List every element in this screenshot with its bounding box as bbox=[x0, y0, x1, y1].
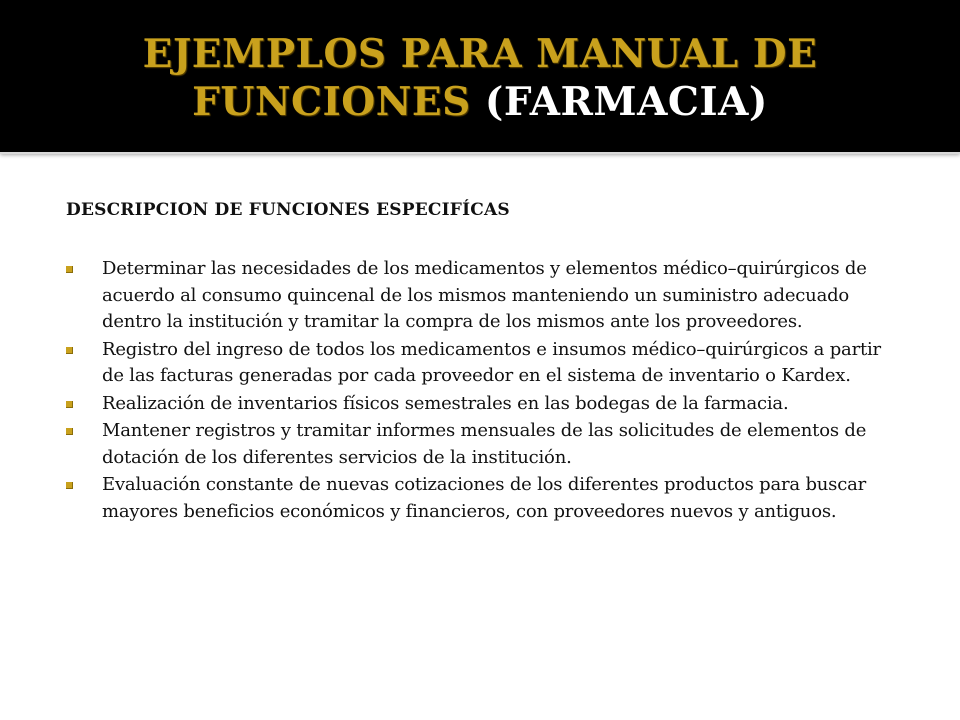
section-heading: DESCRIPCION DE FUNCIONES ESPECIFÍCAS bbox=[66, 200, 510, 220]
title-main: EJEMPLOS PARA MANUAL DE FUNCIONES bbox=[142, 31, 818, 125]
list-item-text: Realización de inventarios físicos semestrales en las bodegas de la farmacia. bbox=[102, 392, 789, 414]
slide-title bbox=[0, 30, 960, 126]
square-bullet-icon bbox=[66, 401, 73, 408]
list-item bbox=[66, 337, 906, 390]
square-bullet-icon bbox=[66, 347, 73, 354]
list-item bbox=[66, 256, 906, 336]
square-bullet-icon bbox=[66, 482, 73, 489]
list-item-text: Mantener registros y tramitar informes mensuales de las solicitudes de elementos de dotación de los diferentes servicios de la institución. bbox=[102, 420, 867, 468]
square-bullet-icon bbox=[66, 266, 73, 273]
list-item bbox=[66, 472, 906, 525]
list-item-text: Registro del ingreso de todos los medicamentos e insumos médico–quirúrgicos a partir de las facturas generadas por cada proveedor en el sistema de inventario o Kardex. bbox=[102, 338, 881, 386]
list-item bbox=[66, 391, 906, 418]
title-accent: (FARMACIA) bbox=[484, 79, 768, 125]
list-item-text: Determinar las necesidades de los medicamentos y elementos médico–quirúrgicos de acuerdo al consumo quincenal de los mismos manteniendo un suministro adecuado dentro la institución y tramitar la compra de los mismos ante los proveedores. bbox=[102, 258, 867, 332]
title-divider bbox=[0, 152, 960, 154]
bullet-list bbox=[66, 256, 906, 525]
list-item bbox=[66, 418, 906, 471]
square-bullet-icon bbox=[66, 428, 73, 435]
slide-content bbox=[66, 198, 906, 526]
list-item-text: Evaluación constante de nuevas cotizaciones de los diferentes productos para buscar mayores beneficios económicos y financieros, con proveedores nuevos y antiguos. bbox=[102, 474, 867, 522]
title-bar bbox=[0, 0, 960, 152]
